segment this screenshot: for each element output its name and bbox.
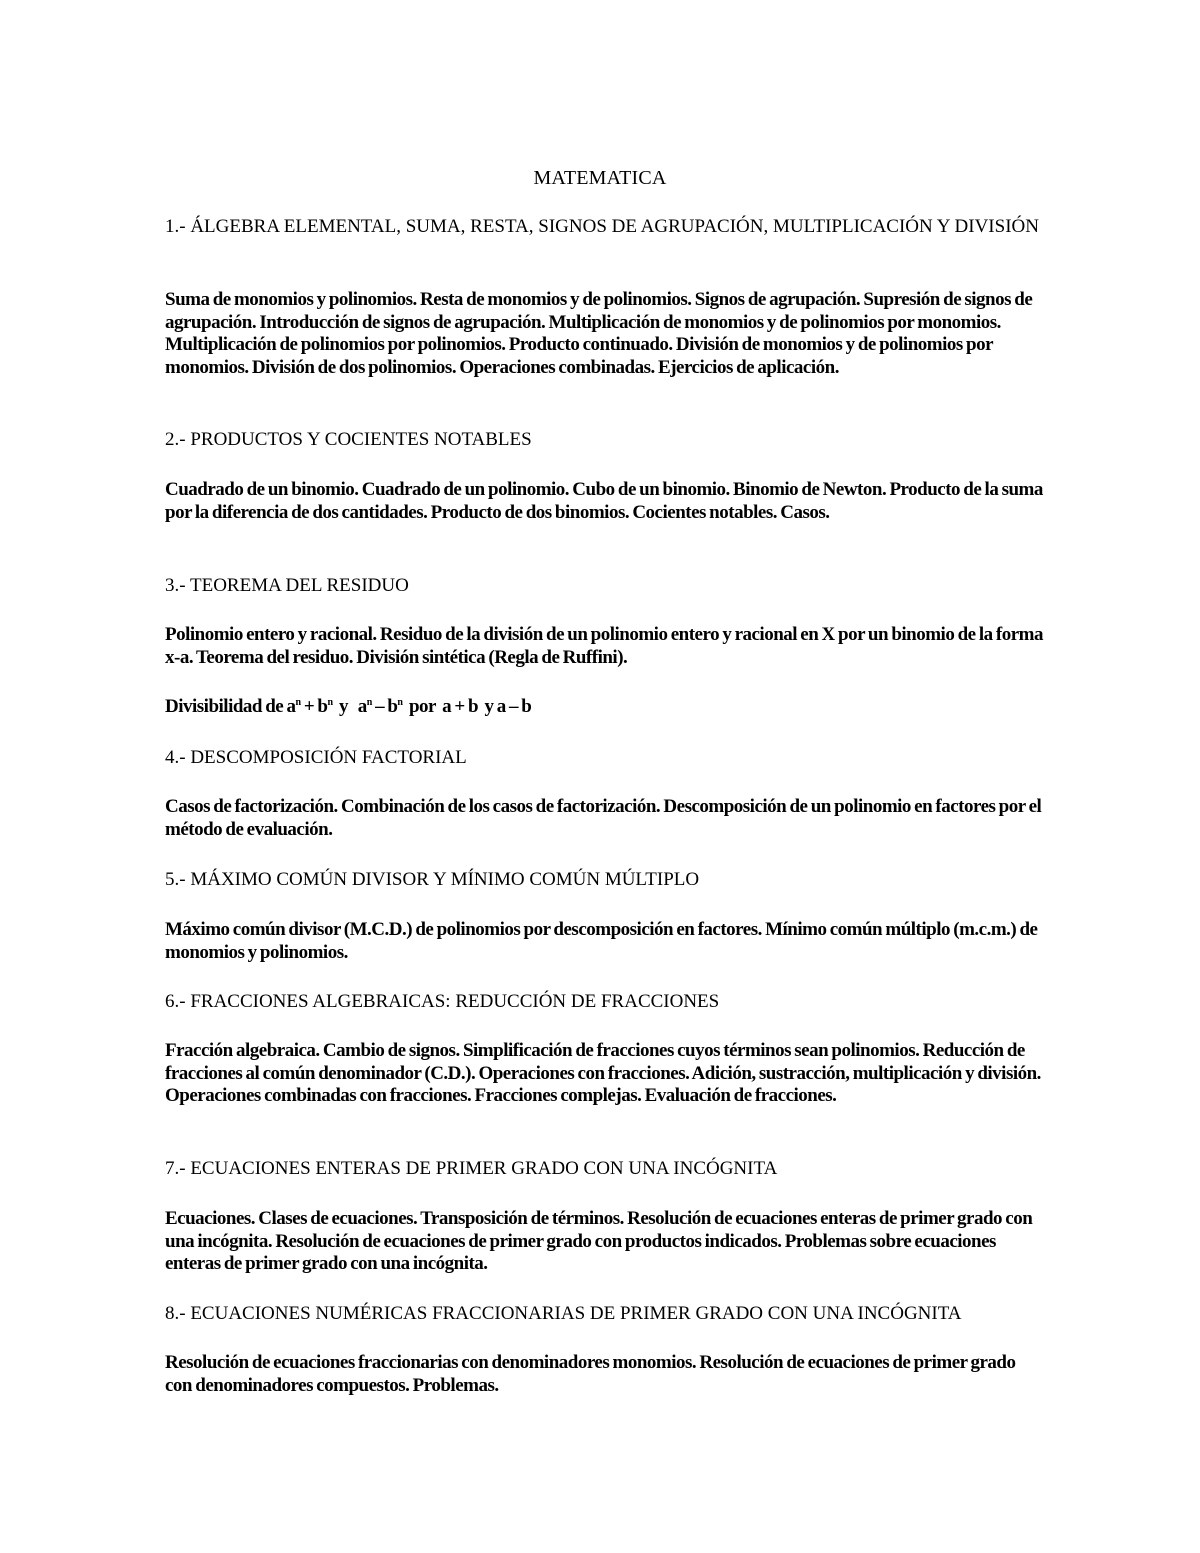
section-7-paragraph: Ecuaciones. Clases de ecuaciones. Transposición de términos. Resolución de ecuaciones enteras de primer grado con una incógnita. Resolución de ecuaciones de primer grado con productos indicados. Problemas sobre ecuaciones enteras de primer grado con una incógnita. xyxy=(165,1208,1033,1275)
section-5-paragraph: Máximo común divisor (M.C.D.) de polinomios por descomposición en factores. Mínimo común múltiplo (m.c.m.) de monomios y polinomios. xyxy=(165,919,1038,963)
formula-exponent: n xyxy=(295,697,301,708)
section-1-heading: 1.- ÁLGEBRA ELEMENTAL, SUMA, RESTA, SIGNOS DE AGRUPACIÓN, MULTIPLICACIÓN Y DIVISIÓN xyxy=(165,216,1039,237)
formula-and: y a xyxy=(332,696,367,717)
section-1-paragraph: Suma de monomios y polinomios. Resta de monomios y de polinomios. Signos de agrupación. Supresión de signos de agrupación. Introducción de signos de agrupación. Multiplicación de monomios y de polinomios por monomios. Multiplicación de polinomios por polinomios. Producto continuado. División de monomios y de polinomios por monomios. División de dos polinomios. Operaciones combinadas. Ejercicios de aplicación. xyxy=(165,289,1033,378)
section-7-heading: 7.- ECUACIONES ENTERAS DE PRIMER GRADO CON UNA INCÓGNITA xyxy=(165,1158,778,1179)
section-8-heading: 8.- ECUACIONES NUMÉRICAS FRACCIONARIAS DE PRIMER GRADO CON UNA INCÓGNITA xyxy=(165,1303,962,1324)
formula-lead: Divisibilidad de a xyxy=(165,696,296,717)
formula-plus: + b xyxy=(300,696,328,717)
section-6-heading: 6.- FRACCIONES ALGEBRAICAS: REDUCCIÓN DE FRACCIONES xyxy=(165,991,720,1012)
section-8-paragraph: Resolución de ecuaciones fraccionarias con denominadores monomios. Resolución de ecuaciones de primer grado con denominadores compuestos. Problemas. xyxy=(165,1352,1016,1396)
section-3-paragraph: Polinomio entero y racional. Residuo de la división de un polinomio entero y racional en X por un binomio de la forma x-a. Teorema del residuo. División sintética (Regla de Ruffini). xyxy=(165,624,1043,668)
formula-exponent: n xyxy=(366,697,372,708)
section-3-heading: 3.- TEOREMA DEL RESIDUO xyxy=(165,575,409,596)
document-title: MATEMATICA xyxy=(533,167,667,189)
section-6-paragraph: Fracción algebraica. Cambio de signos. Simplificación de fracciones cuyos términos sean polinomios. Reducción de fracciones al común denominador (C.D.). Operaciones con fracciones. Adición, sustracción, multiplicación y división. Operaciones combinadas con fracciones. Fracciones complejas. Evaluación de fracciones. xyxy=(165,1040,1041,1107)
formula-exponent: n xyxy=(327,697,333,708)
section-2-paragraph: Cuadrado de un binomio. Cuadrado de un polinomio. Cubo de un binomio. Binomio de Newton. Producto de la suma por la diferencia de dos cantidades. Producto de dos binomios. Cocientes notables. Casos. xyxy=(165,479,1043,523)
section-4-heading: 4.- DESCOMPOSICIÓN FACTORIAL xyxy=(165,747,467,768)
section-2-heading: 2.- PRODUCTOS Y COCIENTES NOTABLES xyxy=(165,429,532,450)
formula-tail: por a + b y a – b xyxy=(402,696,532,717)
divisibility-formula xyxy=(165,696,1045,719)
formula-exponent: n xyxy=(397,697,403,708)
section-5-heading: 5.- MÁXIMO COMÚN DIVISOR Y MÍNIMO COMÚN MÚLTIPLO xyxy=(165,869,700,890)
formula-minus: – b xyxy=(371,696,398,717)
section-4-paragraph: Casos de factorización. Combinación de los casos de factorización. Descomposición de un polinomio en factores por el método de evaluación. xyxy=(165,796,1042,840)
